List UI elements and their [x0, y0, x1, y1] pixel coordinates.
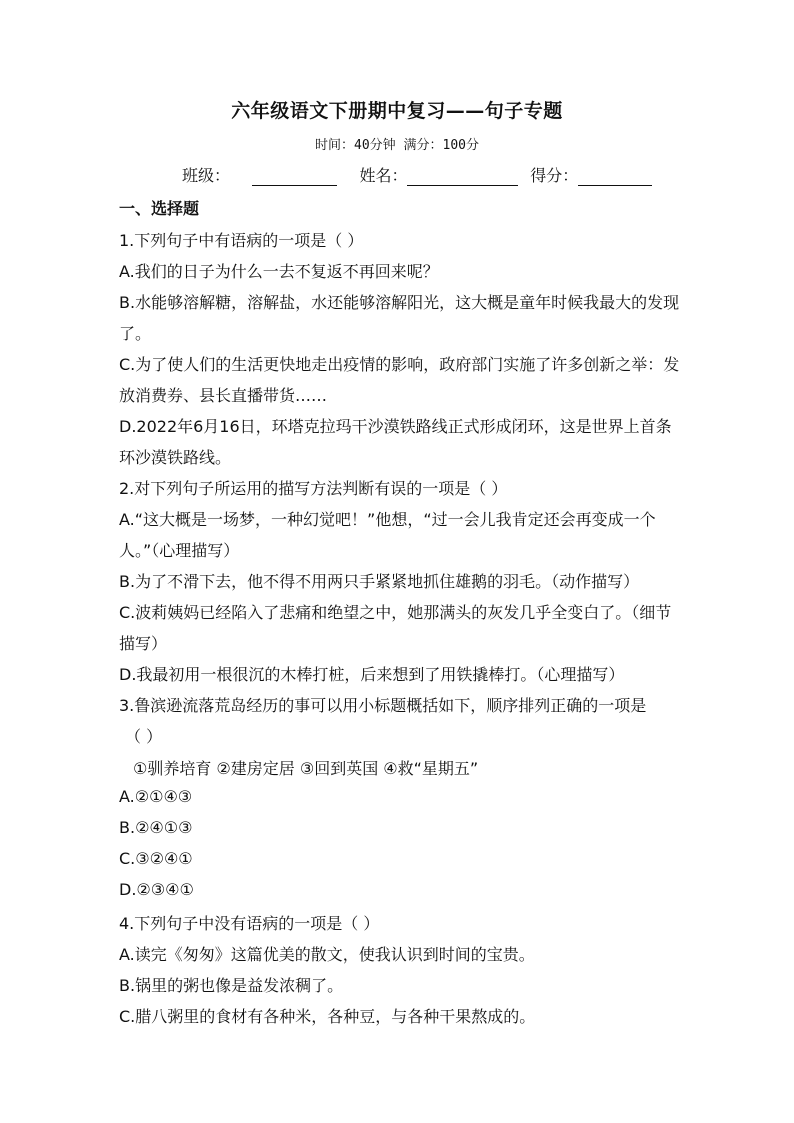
page-title: 六年级语文下册期中复习——句子专题: [231, 100, 563, 122]
question-2-stem: 2.对下列句子所运用的描写方法判断有误的一项是（ ）: [119, 479, 508, 498]
question-3-stem-cont: （ ）: [125, 727, 163, 746]
question-2-option-c: C.波莉姨妈已经陷入了悲痛和绝望之中，她那满头的灰发几乎全变白了。（细节: [119, 603, 672, 622]
question-1-option-c-cont: 放消费券、县长直播带货……: [119, 386, 328, 405]
question-3-option-c: C.③②④①: [119, 849, 193, 868]
score-label: 得分：: [530, 166, 579, 185]
question-3-items: ①驯养培育 ②建房定居 ③回到英国 ④救“星期五”: [133, 759, 479, 778]
name-field-blank[interactable]: [407, 167, 518, 186]
question-2-option-d: D.我最初用一根很沉的木棒打桩，后来想到了用铁撬棒打。（心理描写）: [119, 665, 625, 684]
student-info-row: [182, 163, 652, 186]
question-1-option-a: A.我们的日子为什么一去不复返不再回来呢？: [119, 262, 439, 281]
question-4-option-a: A.读完《匆匆》这篇优美的散文，使我认识到时间的宝贵。: [119, 945, 535, 964]
question-2-option-b: B.为了不滑下去，他不得不用两只手紧紧地抓住雄鹅的羽毛。（动作描写）: [119, 572, 640, 591]
question-3-option-d: D.②③④①: [119, 880, 194, 899]
question-3-option-b: B.②④①③: [119, 818, 193, 837]
question-4-stem: 4.下列句子中没有语病的一项是（ ）: [119, 914, 380, 933]
section-heading: 一、选择题: [119, 199, 200, 218]
class-field-blank[interactable]: [252, 167, 337, 186]
question-1-option-b: B.水能够溶解糖，溶解盐，水还能够溶解阳光，这大概是童年时候我最大的发现: [119, 293, 680, 312]
question-3-stem: 3.鲁滨逊流落荒岛经历的事可以用小标题概括如下，顺序排列正确的一项是: [119, 696, 647, 715]
class-label: 班级：: [182, 166, 231, 185]
question-3-option-a: A.②①④③: [119, 787, 193, 806]
question-1-option-d-cont: 环沙漠铁路线。: [119, 448, 232, 467]
name-label: 姓名：: [359, 166, 408, 185]
question-4-option-c: C.腊八粥里的食材有各种米，各种豆，与各种干果熬成的。: [119, 1007, 536, 1026]
question-1-stem: 1.下列句子中有语病的一项是（ ）: [119, 231, 364, 250]
exam-time-score: 时间：40分钟 满分：100分: [315, 138, 479, 153]
question-1-option-d: D.2022年6月16日，环塔克拉玛干沙漠铁路线正式形成闭环，这是世界上首条: [119, 417, 672, 436]
question-2-option-a: A.“这大概是一场梦，一种幻觉吧！”他想，“过一会儿我肯定还会再变成一个: [119, 510, 656, 529]
question-4-option-b: B.锅里的粥也像是益发浓稠了。: [119, 976, 344, 995]
score-field-blank[interactable]: [578, 167, 652, 186]
question-1-option-c: C.为了使人们的生活更快地走出疫情的影响，政府部门实施了许多创新之举：发: [119, 355, 680, 374]
question-1-option-b-cont: 了。: [119, 324, 152, 343]
question-2-option-c-cont: 描写）: [119, 634, 168, 653]
question-2-option-a-cont: 人。”（心理描写）: [119, 541, 240, 560]
